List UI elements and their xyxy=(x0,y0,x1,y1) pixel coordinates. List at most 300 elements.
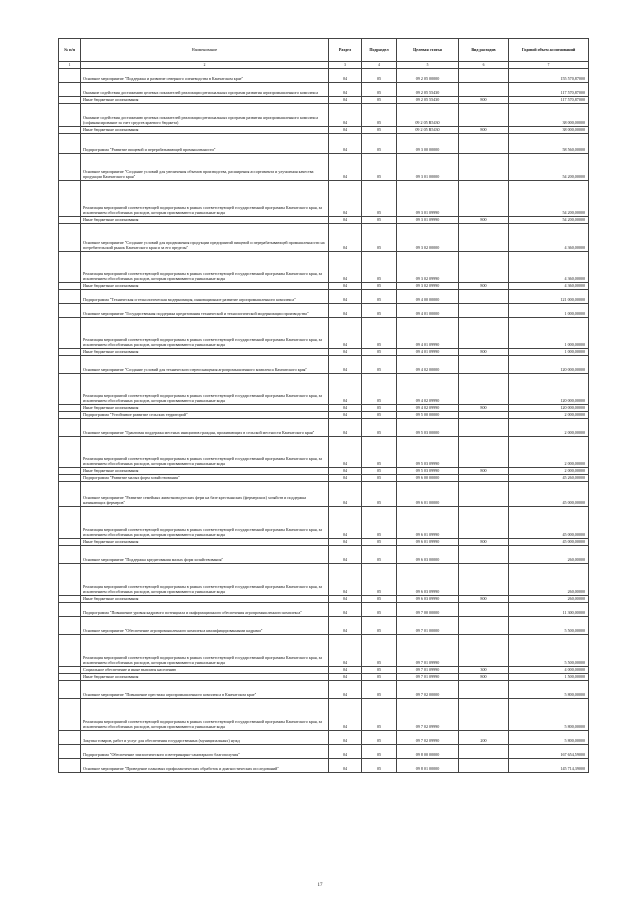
podrazdel-cell: 05 xyxy=(362,437,397,468)
expense-type-cell xyxy=(459,546,509,564)
target-article-cell: 09 4 01 09990 xyxy=(397,318,459,349)
item-name-cell: Иные бюджетные ассигнования xyxy=(81,596,329,603)
target-article-cell: 09 7 02 09990 xyxy=(397,731,459,745)
podrazdel-cell: 05 xyxy=(362,154,397,181)
item-name-cell: Иные бюджетные ассигнования xyxy=(81,127,329,134)
row-number-cell xyxy=(59,318,81,349)
amount-cell: 120 000,00000 xyxy=(509,374,589,405)
header-cell-razdel: Раздел xyxy=(329,39,362,62)
row-number-cell xyxy=(59,69,81,83)
razdel-cell: 04 xyxy=(329,69,362,83)
target-article-cell: 09 2 05 00000 xyxy=(397,69,459,83)
podrazdel-cell: 05 xyxy=(362,290,397,304)
item-name-cell: Реализация мероприятий соответствующей подпрограммы в рамках соответствующей государственной программы Камчатского края, за исключением обособленных расходов, которым присваиваются уникальные коды xyxy=(81,181,329,217)
table-row xyxy=(59,304,589,318)
amount-cell: 54 200,00000 xyxy=(509,217,589,224)
razdel-cell: 04 xyxy=(329,635,362,667)
row-number-cell xyxy=(59,252,81,283)
expense-type-cell: 800 xyxy=(459,405,509,412)
item-name-cell: Подпрограмма "Развитие малых форм хозяйствования" xyxy=(81,475,329,482)
header-cell-csr: Целевая статья xyxy=(397,39,459,62)
expense-type-cell xyxy=(459,419,509,437)
podrazdel-cell: 05 xyxy=(362,475,397,482)
row-number-cell xyxy=(59,745,81,759)
item-name-cell: Реализация мероприятий соответствующей подпрограммы в рамках соответствующей государственной программы Камчатского края, за исключением обособленных расходов, которым присваиваются уникальные коды xyxy=(81,318,329,349)
table-row xyxy=(59,252,589,283)
target-article-cell: 09 2 05 R5430 xyxy=(397,104,459,127)
row-number-cell xyxy=(59,617,81,635)
expense-type-cell xyxy=(459,83,509,97)
amount-cell: 2 000,00000 xyxy=(509,419,589,437)
amount-cell: 45 260,00000 xyxy=(509,475,589,482)
podrazdel-cell: 05 xyxy=(362,564,397,596)
podrazdel-cell: 05 xyxy=(362,104,397,127)
item-name-cell: Подпрограмма "Развитие пищевой и перерабатывающей промышленности" xyxy=(81,134,329,154)
razdel-cell: 04 xyxy=(329,252,362,283)
row-number-cell xyxy=(59,217,81,224)
expense-type-cell: 800 xyxy=(459,283,509,290)
podrazdel-cell: 05 xyxy=(362,356,397,374)
item-name-cell: Оказание содействия достижению целевых показателей реализации региональных программ развития агропромышленного комплекса (софинансирование за счет средств краевого бюджета) xyxy=(81,104,329,127)
amount-cell: 38 000,00000 xyxy=(509,127,589,134)
podrazdel-cell: 05 xyxy=(362,217,397,224)
target-article-cell: 09 6 03 09990 xyxy=(397,564,459,596)
podrazdel-cell: 05 xyxy=(362,134,397,154)
target-article-cell: 09 5 03 00000 xyxy=(397,419,459,437)
amount-cell: 2 000,00000 xyxy=(509,468,589,475)
table-row xyxy=(59,603,589,617)
razdel-cell: 04 xyxy=(329,356,362,374)
expense-type-cell xyxy=(459,617,509,635)
expense-type-cell xyxy=(459,564,509,596)
amount-cell: 2 000,00000 xyxy=(509,437,589,468)
target-article-cell: 09 3 01 00000 xyxy=(397,154,459,181)
column-number: 5 xyxy=(397,62,459,69)
expense-type-cell xyxy=(459,507,509,539)
table-row xyxy=(59,667,589,674)
target-article-cell: 09 6 01 09990 xyxy=(397,539,459,546)
row-number-cell xyxy=(59,224,81,252)
expense-type-cell: 800 xyxy=(459,349,509,356)
target-article-cell: 09 3 01 09990 xyxy=(397,217,459,224)
row-number-cell xyxy=(59,412,81,419)
item-name-cell: Иные бюджетные ассигнования xyxy=(81,97,329,104)
razdel-cell: 04 xyxy=(329,412,362,419)
target-article-cell: 09 2 05 55430 xyxy=(397,83,459,97)
table-row xyxy=(59,181,589,217)
razdel-cell: 04 xyxy=(329,596,362,603)
row-number-cell xyxy=(59,507,81,539)
razdel-cell: 04 xyxy=(329,304,362,318)
header-cell-num: № п/п xyxy=(59,39,81,62)
target-article-cell: 09 7 01 09990 xyxy=(397,674,459,681)
table-row xyxy=(59,596,589,603)
item-name-cell: Подпрограмма "Устойчивое развитие сельских территорий" xyxy=(81,412,329,419)
razdel-cell: 04 xyxy=(329,507,362,539)
amount-cell: 4 360,00000 xyxy=(509,224,589,252)
podrazdel-cell: 05 xyxy=(362,318,397,349)
expense-type-cell: 800 xyxy=(459,468,509,475)
expense-type-cell xyxy=(459,252,509,283)
target-article-cell: 09 6 03 00000 xyxy=(397,546,459,564)
item-name-cell: Реализация мероприятий соответствующей подпрограммы в рамках соответствующей государственной программы Камчатского края, за исключением обособленных расходов, которым присваиваются уникальные коды xyxy=(81,699,329,731)
item-name-cell: Основное мероприятие "Поддержка и развитие северного оленеводства в Камчатском крае" xyxy=(81,69,329,83)
razdel-cell: 04 xyxy=(329,564,362,596)
razdel-cell: 04 xyxy=(329,181,362,217)
razdel-cell: 04 xyxy=(329,318,362,349)
item-name-cell: Иные бюджетные ассигнования xyxy=(81,539,329,546)
table-row xyxy=(59,405,589,412)
amount-cell: 11 300,00000 xyxy=(509,603,589,617)
podrazdel-cell: 05 xyxy=(362,759,397,773)
expense-type-cell xyxy=(459,412,509,419)
table-row xyxy=(59,97,589,104)
table-row xyxy=(59,617,589,635)
item-name-cell: Основное мероприятие "Повышение престижа агропромышленного комплекса в Камчатском крае" xyxy=(81,681,329,699)
razdel-cell: 04 xyxy=(329,97,362,104)
podrazdel-cell: 05 xyxy=(362,731,397,745)
row-number-cell xyxy=(59,603,81,617)
column-number: 4 xyxy=(362,62,397,69)
item-name-cell: Иные бюджетные ассигнования xyxy=(81,283,329,290)
expense-type-cell: 800 xyxy=(459,596,509,603)
podrazdel-cell: 05 xyxy=(362,667,397,674)
podrazdel-cell: 05 xyxy=(362,745,397,759)
amount-cell: 120 000,00000 xyxy=(509,405,589,412)
amount-cell: 45 000,00000 xyxy=(509,539,589,546)
row-number-cell xyxy=(59,635,81,667)
target-article-cell: 09 7 01 00000 xyxy=(397,617,459,635)
expense-type-cell xyxy=(459,374,509,405)
expense-type-cell: 800 xyxy=(459,97,509,104)
amount-cell: 260,00000 xyxy=(509,596,589,603)
podrazdel-cell: 05 xyxy=(362,419,397,437)
razdel-cell: 04 xyxy=(329,83,362,97)
target-article-cell: 09 4 01 00000 xyxy=(397,304,459,318)
table-row xyxy=(59,412,589,419)
item-name-cell: Основное мероприятие "Создание условий для продвижения продукции предприятий пищевой и перерабатывающей промышленности на потребительский рынок Камчатского края и за его пределы" xyxy=(81,224,329,252)
amount-cell: 5 500,00000 xyxy=(509,617,589,635)
row-number-cell xyxy=(59,546,81,564)
item-name-cell: Реализация мероприятий соответствующей подпрограммы в рамках соответствующей государственной программы Камчатского края, за исключением обособленных расходов, которым присваиваются уникальные коды xyxy=(81,564,329,596)
header-row xyxy=(59,39,589,62)
amount-cell: 58 560,00000 xyxy=(509,134,589,154)
razdel-cell: 04 xyxy=(329,104,362,127)
razdel-cell: 04 xyxy=(329,134,362,154)
item-name-cell: Реализация мероприятий соответствующей подпрограммы в рамках соответствующей государственной программы Камчатского края, за исключением обособленных расходов, которым присваиваются уникальные коды xyxy=(81,374,329,405)
table-row xyxy=(59,699,589,731)
row-number-cell xyxy=(59,83,81,97)
razdel-cell: 04 xyxy=(329,419,362,437)
razdel-cell: 04 xyxy=(329,482,362,507)
row-number-cell xyxy=(59,405,81,412)
item-name-cell: Оказание содействия достижению целевых показателей реализации региональных программ развития агропромышленного комплекса xyxy=(81,83,329,97)
row-number-cell xyxy=(59,104,81,127)
amount-cell: 120 000,00000 xyxy=(509,356,589,374)
razdel-cell: 04 xyxy=(329,290,362,304)
table-row xyxy=(59,374,589,405)
podrazdel-cell: 05 xyxy=(362,349,397,356)
podrazdel-cell: 05 xyxy=(362,283,397,290)
header-cell-vr: Вид расходов xyxy=(459,39,509,62)
item-name-cell: Социальное обеспечение и иные выплаты населению xyxy=(81,667,329,674)
row-number-cell xyxy=(59,290,81,304)
razdel-cell: 04 xyxy=(329,224,362,252)
podrazdel-cell: 05 xyxy=(362,699,397,731)
expense-type-cell: 200 xyxy=(459,731,509,745)
row-number-cell xyxy=(59,127,81,134)
expense-type-cell xyxy=(459,69,509,83)
table-row xyxy=(59,104,589,127)
row-number-cell xyxy=(59,482,81,507)
item-name-cell: Иные бюджетные ассигнования xyxy=(81,468,329,475)
amount-cell: 5 800,00000 xyxy=(509,699,589,731)
expense-type-cell: 800 xyxy=(459,217,509,224)
column-number-row xyxy=(59,62,589,69)
razdel-cell: 04 xyxy=(329,667,362,674)
podrazdel-cell: 05 xyxy=(362,127,397,134)
expense-type-cell xyxy=(459,104,509,127)
expense-type-cell xyxy=(459,681,509,699)
row-number-cell xyxy=(59,356,81,374)
amount-cell: 5 500,00000 xyxy=(509,635,589,667)
amount-cell: 54 200,00000 xyxy=(509,181,589,217)
amount-cell: 4 360,00000 xyxy=(509,252,589,283)
razdel-cell: 04 xyxy=(329,349,362,356)
razdel-cell: 04 xyxy=(329,127,362,134)
row-number-cell xyxy=(59,419,81,437)
table-row xyxy=(59,69,589,83)
podrazdel-cell: 05 xyxy=(362,69,397,83)
item-name-cell: Иные бюджетные ассигнования xyxy=(81,674,329,681)
razdel-cell: 04 xyxy=(329,617,362,635)
target-article-cell: 09 5 00 00000 xyxy=(397,412,459,419)
table-row xyxy=(59,283,589,290)
expense-type-cell xyxy=(459,181,509,217)
table-row xyxy=(59,475,589,482)
target-article-cell: 09 2 05 R5430 xyxy=(397,127,459,134)
target-article-cell: 09 6 03 09990 xyxy=(397,596,459,603)
target-article-cell: 09 3 02 09990 xyxy=(397,252,459,283)
target-article-cell: 09 4 02 09990 xyxy=(397,405,459,412)
item-name-cell: Основное мероприятие "Создание условий для технического переоснащения агропромышленного комплекса Камчатского края" xyxy=(81,356,329,374)
amount-cell: 260,00000 xyxy=(509,564,589,596)
expense-type-cell xyxy=(459,475,509,482)
target-article-cell: 09 7 02 00000 xyxy=(397,681,459,699)
expense-type-cell xyxy=(459,318,509,349)
podrazdel-cell: 05 xyxy=(362,539,397,546)
table-row xyxy=(59,759,589,773)
podrazdel-cell: 05 xyxy=(362,617,397,635)
podrazdel-cell: 05 xyxy=(362,83,397,97)
amount-cell: 5 800,00000 xyxy=(509,681,589,699)
target-article-cell: 09 7 02 09990 xyxy=(397,699,459,731)
table-row xyxy=(59,356,589,374)
row-number-cell xyxy=(59,304,81,318)
header-cell-name: Наименование xyxy=(81,39,329,62)
amount-cell: 45 000,00000 xyxy=(509,482,589,507)
row-number-cell xyxy=(59,759,81,773)
target-article-cell: 09 4 00 00000 xyxy=(397,290,459,304)
item-name-cell: Основное мероприятие "Создание условий для увеличения объемов производства, расширения ассортимента и улучшения качества продукции Камчатского края" xyxy=(81,154,329,181)
row-number-cell xyxy=(59,596,81,603)
razdel-cell: 04 xyxy=(329,759,362,773)
column-number: 3 xyxy=(329,62,362,69)
row-number-cell xyxy=(59,349,81,356)
item-name-cell: Иные бюджетные ассигнования xyxy=(81,405,329,412)
row-number-cell xyxy=(59,699,81,731)
target-article-cell: 09 6 00 00000 xyxy=(397,475,459,482)
expense-type-cell xyxy=(459,482,509,507)
expense-type-cell xyxy=(459,224,509,252)
target-article-cell: 09 3 00 00000 xyxy=(397,134,459,154)
table-row xyxy=(59,539,589,546)
row-number-cell xyxy=(59,539,81,546)
expense-type-cell xyxy=(459,635,509,667)
razdel-cell: 04 xyxy=(329,745,362,759)
podrazdel-cell: 05 xyxy=(362,224,397,252)
podrazdel-cell: 05 xyxy=(362,482,397,507)
razdel-cell: 04 xyxy=(329,731,362,745)
expense-type-cell xyxy=(459,134,509,154)
item-name-cell: Подпрограмма "Повышение уровня кадрового потенциала и информационного обеспечения агропромышленного комплекса" xyxy=(81,603,329,617)
amount-cell: 1 000,00000 xyxy=(509,304,589,318)
podrazdel-cell: 05 xyxy=(362,374,397,405)
podrazdel-cell: 05 xyxy=(362,674,397,681)
expense-type-cell: 800 xyxy=(459,539,509,546)
table-row xyxy=(59,419,589,437)
item-name-cell: Основное мероприятие "Грантовая поддержка местных инициатив граждан, проживающих в сельской местности Камчатского края" xyxy=(81,419,329,437)
expense-type-cell xyxy=(459,699,509,731)
target-article-cell: 09 3 02 09990 xyxy=(397,283,459,290)
amount-cell: 260,00000 xyxy=(509,546,589,564)
razdel-cell: 04 xyxy=(329,374,362,405)
podrazdel-cell: 05 xyxy=(362,412,397,419)
target-article-cell: 09 4 01 09990 xyxy=(397,349,459,356)
column-number: 2 xyxy=(81,62,329,69)
target-article-cell: 09 6 01 09990 xyxy=(397,507,459,539)
podrazdel-cell: 05 xyxy=(362,603,397,617)
row-number-cell xyxy=(59,468,81,475)
table-row xyxy=(59,635,589,667)
target-article-cell: 09 4 02 00000 xyxy=(397,356,459,374)
target-article-cell: 09 2 05 55430 xyxy=(397,97,459,104)
table-row xyxy=(59,482,589,507)
expense-type-cell xyxy=(459,759,509,773)
header-cell-podrazdel: Подраздел xyxy=(362,39,397,62)
item-name-cell: Основное мероприятие "Проведение плановых профилактических обработок и диагностических исследований" xyxy=(81,759,329,773)
item-name-cell: Реализация мероприятий соответствующей подпрограммы в рамках соответствующей государственной программы Камчатского края, за исключением обособленных расходов, которым присваиваются уникальные коды xyxy=(81,437,329,468)
target-article-cell: 09 6 01 00000 xyxy=(397,482,459,507)
item-name-cell: Основное мероприятие "Обеспечение агропромышленного комплекса квалифицированными кадрами" xyxy=(81,617,329,635)
table-row xyxy=(59,437,589,468)
target-article-cell: 09 8 01 00000 xyxy=(397,759,459,773)
column-number: 1 xyxy=(59,62,81,69)
table-row xyxy=(59,745,589,759)
expense-type-cell xyxy=(459,356,509,374)
expense-type-cell xyxy=(459,154,509,181)
amount-cell: 45 000,00000 xyxy=(509,507,589,539)
row-number-cell xyxy=(59,181,81,217)
item-name-cell: Реализация мероприятий соответствующей подпрограммы в рамках соответствующей государственной программы Камчатского края, за исключением обособленных расходов, которым присваиваются уникальные коды xyxy=(81,252,329,283)
item-name-cell: Подпрограмма "Обеспечение эпизоотического и ветеринарно-санитарного благополучия" xyxy=(81,745,329,759)
table-row xyxy=(59,127,589,134)
row-number-cell xyxy=(59,681,81,699)
podrazdel-cell: 05 xyxy=(362,405,397,412)
item-name-cell: Реализация мероприятий соответствующей подпрограммы в рамках соответствующей государственной программы Камчатского края, за исключением обособленных расходов, которым присваиваются уникальные коды xyxy=(81,635,329,667)
target-article-cell: 09 7 01 09990 xyxy=(397,635,459,667)
column-number: 6 xyxy=(459,62,509,69)
expense-type-cell: 300 xyxy=(459,667,509,674)
row-number-cell xyxy=(59,283,81,290)
podrazdel-cell: 05 xyxy=(362,635,397,667)
item-name-cell: Иные бюджетные ассигнования xyxy=(81,349,329,356)
podrazdel-cell: 05 xyxy=(362,252,397,283)
row-number-cell xyxy=(59,564,81,596)
amount-cell: 4 360,00000 xyxy=(509,283,589,290)
podrazdel-cell: 05 xyxy=(362,681,397,699)
row-number-cell xyxy=(59,674,81,681)
row-number-cell xyxy=(59,154,81,181)
target-article-cell: 09 3 02 00000 xyxy=(397,224,459,252)
expense-type-cell: 800 xyxy=(459,127,509,134)
podrazdel-cell: 05 xyxy=(362,304,397,318)
podrazdel-cell: 05 xyxy=(362,97,397,104)
target-article-cell: 09 4 02 09990 xyxy=(397,374,459,405)
row-number-cell xyxy=(59,374,81,405)
amount-cell: 1 500,00000 xyxy=(509,674,589,681)
expense-type-cell xyxy=(459,290,509,304)
razdel-cell: 04 xyxy=(329,437,362,468)
table-row xyxy=(59,546,589,564)
amount-cell: 2 000,00000 xyxy=(509,412,589,419)
razdel-cell: 04 xyxy=(329,405,362,412)
table-row xyxy=(59,674,589,681)
amount-cell: 155 570,87000 xyxy=(509,69,589,83)
amount-cell: 167 654,59000 xyxy=(509,745,589,759)
table-row xyxy=(59,681,589,699)
table-row xyxy=(59,349,589,356)
amount-cell: 1 000,00000 xyxy=(509,349,589,356)
header-cell-amount: Годовой объем ассигнований xyxy=(509,39,589,62)
expense-type-cell xyxy=(459,745,509,759)
razdel-cell: 04 xyxy=(329,539,362,546)
table-row xyxy=(59,507,589,539)
razdel-cell: 04 xyxy=(329,546,362,564)
razdel-cell: 04 xyxy=(329,468,362,475)
table-row xyxy=(59,154,589,181)
podrazdel-cell: 05 xyxy=(362,596,397,603)
row-number-cell xyxy=(59,731,81,745)
budget-table xyxy=(58,38,589,773)
target-article-cell: 09 3 01 09990 xyxy=(397,181,459,217)
page-number: 17 xyxy=(317,883,323,888)
table-row xyxy=(59,564,589,596)
table-row xyxy=(59,468,589,475)
razdel-cell: 04 xyxy=(329,603,362,617)
item-name-cell: Основное мероприятие "Государственная поддержка кредитования технической и технологической модернизации производства" xyxy=(81,304,329,318)
podrazdel-cell: 05 xyxy=(362,546,397,564)
item-name-cell: Реализация мероприятий соответствующей подпрограммы в рамках соответствующей государственной программы Камчатского края, за исключением обособленных расходов, которым присваиваются уникальные коды xyxy=(81,507,329,539)
item-name-cell: Иные бюджетные ассигнования xyxy=(81,217,329,224)
razdel-cell: 04 xyxy=(329,217,362,224)
item-name-cell: Основное мероприятие "Поддержка кредитования малых форм хозяйствования" xyxy=(81,546,329,564)
table-row xyxy=(59,134,589,154)
table-row xyxy=(59,224,589,252)
row-number-cell xyxy=(59,437,81,468)
razdel-cell: 04 xyxy=(329,475,362,482)
row-number-cell xyxy=(59,667,81,674)
